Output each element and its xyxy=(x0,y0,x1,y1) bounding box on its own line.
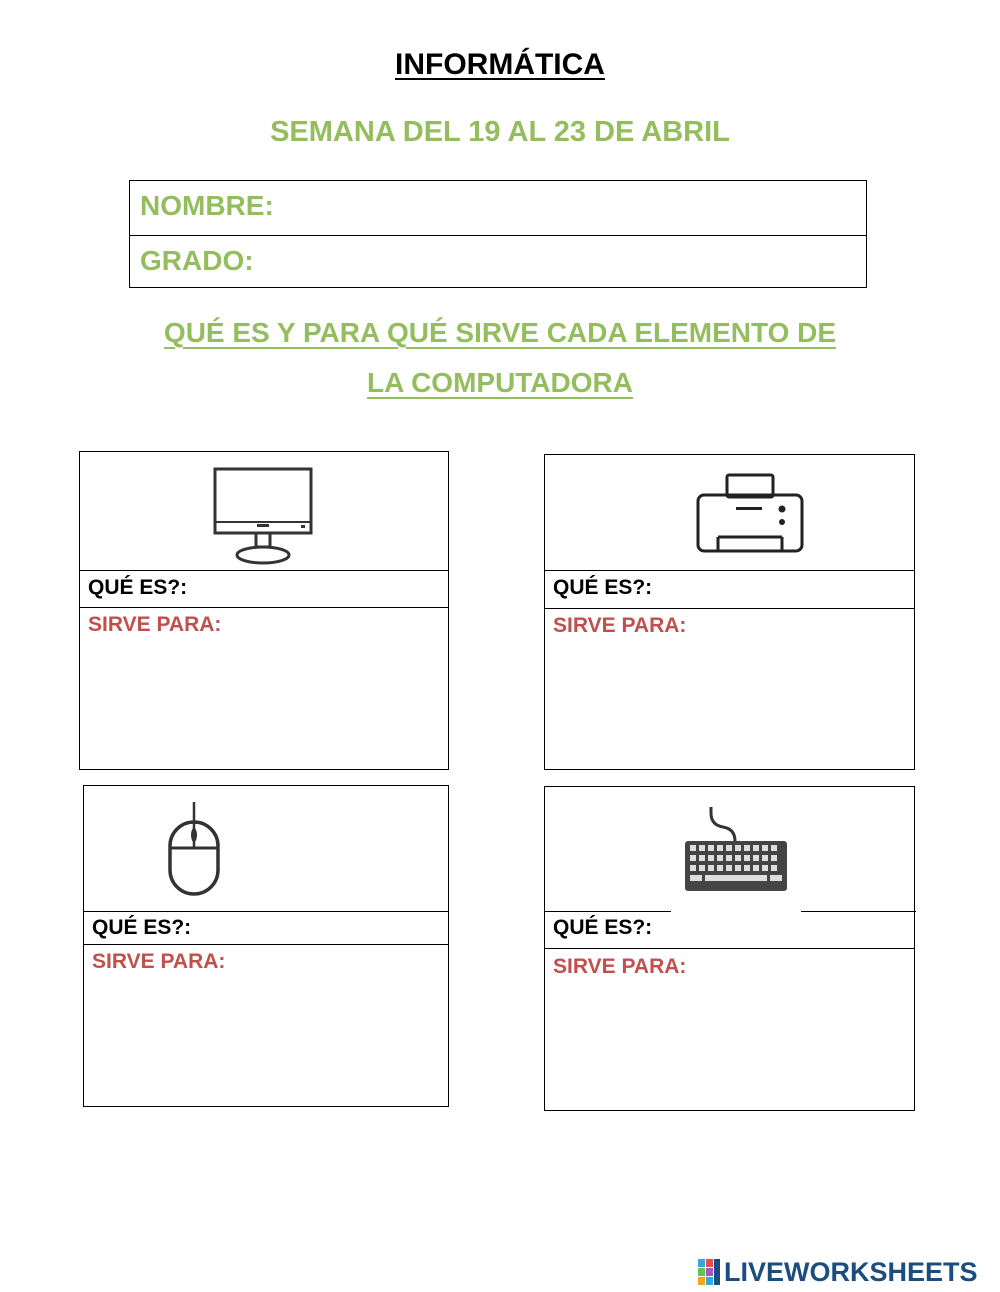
card-keyboard xyxy=(544,786,915,1111)
footer-brand xyxy=(697,1252,978,1292)
question-field[interactable] xyxy=(80,571,448,608)
purpose-label: SIRVE PARA: xyxy=(92,950,226,973)
name-field[interactable] xyxy=(130,181,866,235)
purpose-field[interactable] xyxy=(545,949,914,1110)
question-label: QUÉ ES?: xyxy=(92,916,192,939)
section-heading-line2: LA COMPUTADORA xyxy=(367,367,633,398)
question-label: QUÉ ES?: xyxy=(553,916,653,939)
liveworksheets-logo-icon xyxy=(697,1257,721,1287)
purpose-label: SIRVE PARA: xyxy=(553,955,687,978)
printer-icon xyxy=(694,469,806,555)
question-label: QUÉ ES?: xyxy=(553,576,653,599)
purpose-field[interactable] xyxy=(84,945,448,1106)
monitor-icon xyxy=(211,465,315,567)
keyboard-icon xyxy=(681,805,791,893)
card-mouse xyxy=(83,785,449,1107)
question-label: QUÉ ES?: xyxy=(88,576,188,599)
divider-left xyxy=(545,911,671,912)
student-info-table xyxy=(129,180,867,288)
card-image-area xyxy=(80,452,448,571)
footer-brand-text: LIVEWORKSHEETS xyxy=(724,1256,978,1287)
section-heading xyxy=(0,308,1000,408)
purpose-field[interactable] xyxy=(545,609,914,769)
card-image-area xyxy=(545,455,914,571)
week-subtitle: SEMANA DEL 19 AL 23 DE ABRIL xyxy=(270,116,730,148)
name-label: NOMBRE: xyxy=(140,190,274,221)
card-monitor xyxy=(79,451,449,770)
question-field[interactable] xyxy=(84,912,448,945)
purpose-label: SIRVE PARA: xyxy=(553,614,687,637)
grade-label: GRADO: xyxy=(140,245,254,276)
section-heading-line1: QUÉ ES Y PARA QUÉ SIRVE CADA ELEMENTO DE xyxy=(163,317,837,348)
grade-field[interactable] xyxy=(130,235,866,289)
card-image-area xyxy=(545,787,914,912)
purpose-field[interactable] xyxy=(80,608,448,769)
card-image-area xyxy=(84,786,448,912)
card-printer xyxy=(544,454,915,770)
question-field[interactable] xyxy=(545,912,914,949)
mouse-icon xyxy=(164,800,224,898)
divider-right xyxy=(801,911,916,912)
purpose-label: SIRVE PARA: xyxy=(88,613,222,636)
question-field[interactable] xyxy=(545,571,914,609)
page-title: INFORMÁTICA xyxy=(395,48,605,81)
